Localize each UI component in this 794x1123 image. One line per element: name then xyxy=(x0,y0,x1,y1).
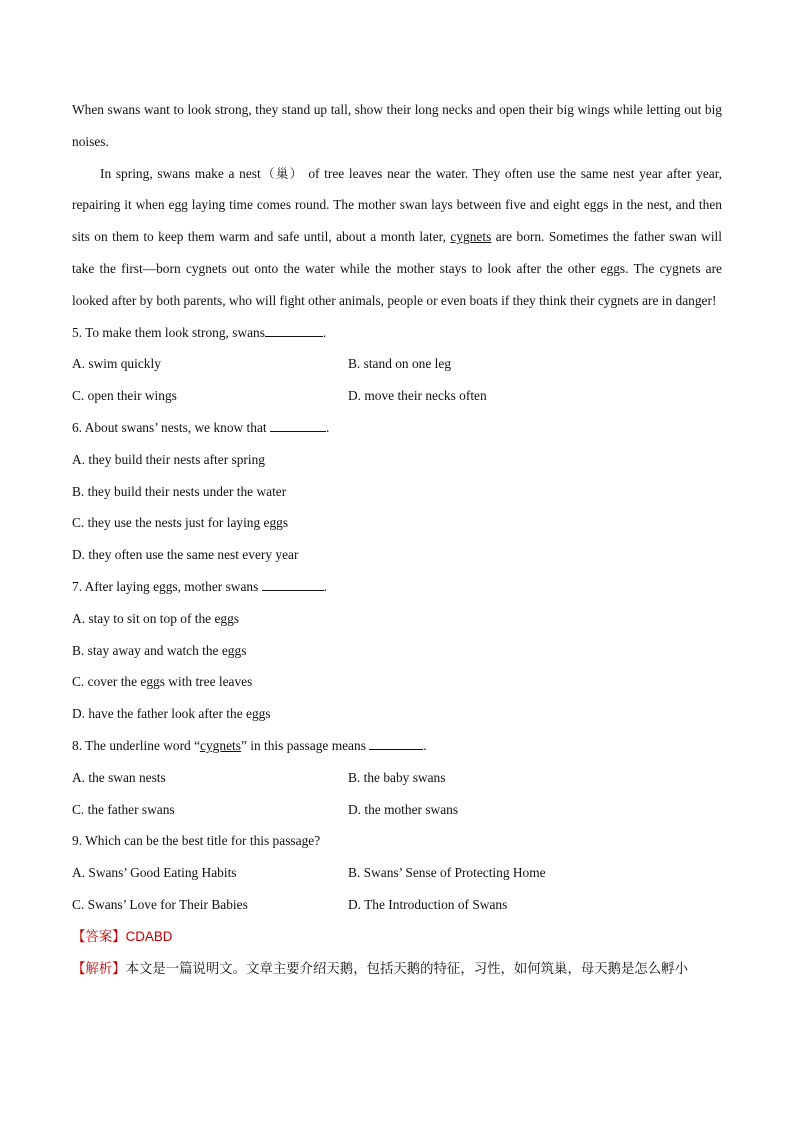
option-c: C. Swans’ Love for Their Babies xyxy=(72,896,248,912)
option-b: B. they build their nests under the water xyxy=(72,483,287,499)
answer-blank xyxy=(265,324,323,337)
option-c: C. the father swans xyxy=(72,801,175,817)
underlined-word-cygnets: cygnets xyxy=(450,229,492,245)
option-b: B. stay away and watch the eggs xyxy=(72,642,247,658)
option-a: A. swim quickly xyxy=(72,356,161,372)
option-b: B. the baby swans xyxy=(348,769,446,785)
option-a: A. stay to sit on top of the eggs xyxy=(72,610,239,626)
option-b: B. Swans’ Sense of Protecting Home xyxy=(348,865,546,881)
document-page xyxy=(72,94,722,984)
answer-blank xyxy=(262,578,324,591)
answer-line xyxy=(72,921,722,953)
question-8-stem: 8. The underline word “cygnets” in this passage means . xyxy=(72,737,427,753)
option-d: D. The Introduction of Swans xyxy=(348,896,508,912)
question-5-stem: 5. To make them look strong, swans . xyxy=(72,324,327,340)
option-a: A. Swans’ Good Eating Habits xyxy=(72,865,237,881)
option-d: D. move their necks often xyxy=(348,388,487,404)
explanation-tag: 【解析】 xyxy=(72,961,126,977)
option-a: A. they build their nests after spring xyxy=(72,451,266,467)
question-9-options-row-1 xyxy=(72,857,722,889)
question-6-stem: 6. About swans’ nests, we know that . xyxy=(72,419,330,435)
question-9-options-row-2 xyxy=(72,889,722,921)
option-c: C. open their wings xyxy=(72,388,177,404)
passage-paragraph-1: When swans want to look strong, they stand up tall, show their long necks and open their big wings while letting out big noises. xyxy=(72,102,722,149)
option-d: D. they often use the same nest every year xyxy=(72,547,299,563)
answer-blank xyxy=(369,737,423,750)
option-d: D. have the father look after the eggs xyxy=(72,706,271,722)
answer-tag: 【答案】 xyxy=(72,929,126,945)
passage-paragraph-2: In spring, swans make a nest（巢） of tree leaves near the water. They often use the same nest year after year, repairing it when egg laying time comes round. The mother swan lays between five and eight eggs in the nest, and then sits on them to keep them warm and safe until, about a month later, cygnets are born. Sometimes the father swan will take the first—born cygnets out onto the water while the mother stays to look after the other eggs. The cygnets are looked after by both parents, who will fight other animals, people or even boats if they think their cygnets are in danger! xyxy=(72,165,723,308)
nest-chinese-gloss: （巢） xyxy=(260,165,304,181)
option-c: C. cover the eggs with tree leaves xyxy=(72,674,253,690)
option-a: A. the swan nests xyxy=(72,769,166,785)
explanation-text: 本文是一篇说明文。文章主要介绍天鹅，包括天鹅的特征，习性，如何筑巢，母天鹅是怎么孵小 xyxy=(125,961,688,977)
question-8-options-row-2 xyxy=(72,794,722,826)
question-5-options-row-2 xyxy=(72,380,722,412)
option-d: D. the mother swans xyxy=(348,801,459,817)
option-b: B. stand on one leg xyxy=(348,356,452,372)
explanation-line xyxy=(72,953,722,985)
underlined-word-cygnets: cygnets xyxy=(200,737,241,753)
answer-value: CDABD xyxy=(125,928,173,944)
answer-blank xyxy=(270,419,326,432)
question-7-stem: 7. After laying eggs, mother swans . xyxy=(72,578,328,594)
question-5-options-row-1 xyxy=(72,348,722,380)
question-9-stem: 9. Which can be the best title for this passage? xyxy=(72,833,321,849)
option-c: C. they use the nests just for laying eggs xyxy=(72,515,289,531)
question-8-options-row-1 xyxy=(72,762,722,794)
